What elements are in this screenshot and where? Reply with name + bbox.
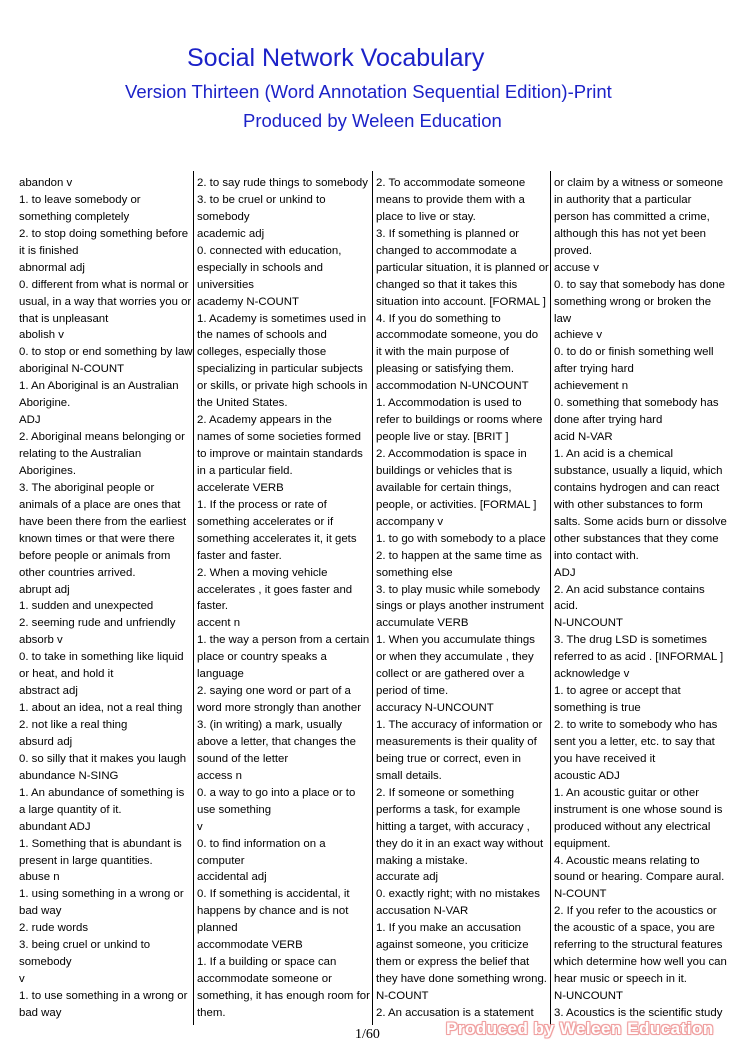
vocab-line: them or express the belief that bbox=[376, 956, 530, 969]
vocab-line: although this has not yet been bbox=[554, 227, 706, 240]
vocab-line: being true or correct, even in bbox=[376, 752, 521, 765]
vocab-line: somebody bbox=[197, 210, 250, 223]
vocab-line: sings or plays another instrument bbox=[376, 600, 544, 613]
vocab-line: especially in schools and bbox=[197, 261, 324, 274]
vocab-line: Aborigine. bbox=[19, 397, 71, 410]
vocab-line: it is finished bbox=[19, 244, 79, 257]
vocab-line: language bbox=[197, 668, 244, 681]
vocab-line: performs a task, for example bbox=[376, 803, 521, 816]
vocab-line: in a particular field. bbox=[197, 464, 293, 477]
vocab-line: known times or that were there bbox=[19, 532, 175, 545]
vocab-line: people, or activities. [FORMAL ] bbox=[376, 498, 537, 511]
vocab-line: sound or hearing. Compare aural. bbox=[554, 871, 725, 884]
vocab-line: relating to the Australian bbox=[19, 448, 142, 460]
vocab-column-4 bbox=[554, 175, 730, 1022]
vocab-line: in authority that a particular bbox=[554, 193, 692, 206]
vocab-line: they have done something wrong. bbox=[376, 973, 547, 986]
vocab-line: use something bbox=[197, 803, 272, 816]
vocab-line: 0. a way to go into a place or to bbox=[197, 786, 356, 799]
vocab-column-3 bbox=[376, 175, 552, 1022]
vocab-line: 0. to find information on a bbox=[197, 837, 326, 850]
vocab-line: collect or are gathered over a bbox=[376, 668, 525, 681]
vocab-line: faster. bbox=[197, 600, 229, 613]
vocab-line: 2. to happen at the same time as bbox=[376, 549, 542, 562]
vocab-line: that is unpleasant bbox=[19, 312, 109, 325]
vocab-line: which determine how well you can bbox=[554, 956, 727, 969]
vocab-line: academic adj bbox=[197, 227, 265, 240]
vocab-line: 0. different from what is normal or bbox=[19, 278, 189, 291]
vocab-line: 0. to stop or end something by law bbox=[19, 346, 193, 359]
vocab-line: buildings or vehicles that is bbox=[376, 464, 513, 477]
vocab-line: period of time. bbox=[376, 685, 449, 698]
vocab-line: accelerates , it goes faster and bbox=[197, 583, 353, 596]
vocab-line: 2. to write to somebody who has bbox=[554, 719, 718, 731]
vocab-line: abundance N-SING bbox=[19, 769, 119, 782]
vocab-line: ADJ bbox=[554, 566, 576, 579]
vocab-line: 1. using something in a wrong or bbox=[19, 888, 184, 901]
vocab-line: against someone, you criticize bbox=[376, 939, 529, 952]
vocab-line: people live or stay. [BRIT ] bbox=[376, 431, 509, 444]
vocab-line: accommodate someone or bbox=[197, 973, 332, 986]
vocab-line: accommodate someone, you do bbox=[376, 329, 539, 342]
vocab-line: acoustic ADJ bbox=[554, 769, 620, 782]
vocab-line: word more strongly than another bbox=[197, 702, 361, 715]
vocab-line: measurements is their quality of bbox=[376, 735, 537, 748]
vocab-line: accuse v bbox=[554, 261, 599, 274]
vocab-line: 1. If the process or rate of bbox=[197, 498, 327, 511]
vocab-line: 1. to leave somebody or bbox=[19, 193, 141, 206]
vocab-line: 1. The accuracy of information or bbox=[376, 719, 543, 731]
vocab-line: accumulate VERB bbox=[376, 617, 469, 630]
vocab-line: accuracy N-UNCOUNT bbox=[376, 702, 494, 715]
vocab-line: salts. Some acids burn or dissolve bbox=[554, 515, 727, 528]
vocab-line: person has committed a crime, bbox=[554, 210, 710, 223]
vocab-line: achieve v bbox=[554, 329, 603, 342]
vocab-line: 3. If something is planned or bbox=[376, 227, 520, 240]
vocab-line: abolish v bbox=[19, 329, 64, 342]
vocab-line: 2. An accusation is a statement bbox=[376, 1006, 534, 1019]
vocab-column-1 bbox=[19, 175, 195, 1022]
vocab-line: law bbox=[554, 312, 572, 325]
vocab-line: 1. An Aboriginal is an Australian bbox=[19, 380, 179, 393]
vocab-line: equipment. bbox=[554, 837, 611, 850]
vocab-line: 3. being cruel or unkind to bbox=[19, 939, 151, 952]
vocab-line: 2. If you refer to the acoustics or bbox=[554, 905, 717, 918]
vocab-line: into contact with. bbox=[554, 549, 639, 562]
vocab-line: 3. (in writing) a mark, usually bbox=[197, 719, 342, 731]
vocab-line: 1. to use something in a wrong or bbox=[19, 990, 188, 1002]
vocab-line: 0. exactly right; with no mistakes bbox=[376, 888, 540, 901]
document-title: Social Network Vocabulary bbox=[187, 44, 485, 72]
vocab-line: 1. When you accumulate things bbox=[376, 634, 535, 647]
vocab-line: absorb v bbox=[19, 634, 63, 647]
vocab-line: 2. saying one word or part of a bbox=[197, 685, 351, 698]
vocab-line: 2. to say rude things to somebody bbox=[197, 177, 368, 189]
vocab-line: they do it in an exact way without bbox=[376, 837, 544, 850]
document-subtitle: Version Thirteen (Word Annotation Sequential Edition)-Print bbox=[125, 81, 612, 102]
vocab-line: or when they accumulate , they bbox=[376, 651, 534, 664]
vocab-line: 2. not like a real thing bbox=[19, 719, 128, 731]
vocab-line: 1. If a building or space can bbox=[197, 956, 337, 969]
vocab-line: 0. to say that somebody has done bbox=[554, 278, 725, 291]
vocab-line: 2. Aboriginal means belonging or bbox=[19, 431, 185, 444]
vocab-line: or claim by a witness or someone bbox=[554, 177, 724, 189]
vocab-line: 1. to agree or accept that bbox=[554, 685, 681, 698]
vocab-line: you have received it bbox=[554, 752, 656, 765]
vocab-line: 2. An acid substance contains bbox=[554, 583, 705, 596]
vocab-line: universities bbox=[197, 278, 254, 291]
vocab-line: 2. When a moving vehicle bbox=[197, 566, 328, 579]
vocab-line: 1. Accommodation is used to bbox=[376, 397, 522, 410]
vocab-line: N-UNCOUNT bbox=[554, 617, 623, 630]
vocab-line: have been there from the earliest bbox=[19, 515, 187, 528]
vocab-line: abundant ADJ bbox=[19, 820, 91, 833]
vocab-line: accent n bbox=[197, 617, 241, 630]
vocab-line: hitting a target, with accuracy , bbox=[376, 820, 530, 833]
vocab-line: aboriginal N-COUNT bbox=[19, 363, 125, 376]
vocab-line: something is true bbox=[554, 702, 641, 715]
vocab-line: something completely bbox=[19, 210, 130, 223]
vocab-line: 4. If you do something to bbox=[376, 312, 501, 325]
vocab-line: 3. to be cruel or unkind to bbox=[197, 193, 326, 206]
vocab-line: accidental adj bbox=[197, 871, 267, 884]
vocab-line: bad way bbox=[19, 1006, 62, 1019]
vocab-line: N-UNCOUNT bbox=[554, 990, 623, 1002]
vocab-line: 0. something that somebody has bbox=[554, 397, 719, 410]
vocab-line: sent you a letter, etc. to say that bbox=[554, 735, 715, 748]
vocab-line: 2. If someone or something bbox=[376, 786, 515, 799]
vocab-line: substance, usually a liquid, which bbox=[554, 464, 723, 477]
vocab-line: referring to the structural features bbox=[554, 939, 723, 952]
vocab-line: planned bbox=[197, 922, 238, 935]
vocab-line: with other substances to form bbox=[554, 498, 703, 511]
vocab-line: 1. If you make an accusation bbox=[376, 922, 521, 935]
vocab-line: abrupt adj bbox=[19, 583, 70, 596]
vocab-line: happens by chance and is not bbox=[197, 905, 349, 918]
vocab-line: 4. Acoustic means relating to bbox=[554, 854, 700, 867]
vocab-line: achievement n bbox=[554, 380, 629, 393]
vocab-line: after trying hard bbox=[554, 363, 634, 376]
vocab-line: it with the main purpose of bbox=[376, 346, 509, 359]
vocab-line: access n bbox=[197, 769, 242, 782]
vocab-line: 3. The aboriginal people or bbox=[19, 481, 155, 494]
vocab-line: something, it has enough room for bbox=[197, 990, 370, 1002]
vocab-line: ADJ bbox=[19, 414, 41, 427]
vocab-line: usual, in a way that worries you or bbox=[19, 295, 192, 308]
vocab-line: something else bbox=[376, 566, 453, 579]
vocab-line: 1. An acid is a chemical bbox=[554, 448, 674, 460]
vocab-line: 2. to stop doing something before bbox=[19, 227, 189, 240]
vocab-line: place or country speaks a bbox=[197, 651, 327, 664]
vocab-line: 0. so silly that it makes you laugh bbox=[19, 752, 187, 765]
vocab-line: 1. An abundance of something is bbox=[19, 786, 185, 799]
vocab-line: before people or animals from bbox=[19, 549, 171, 562]
vocab-line: 1. An acoustic guitar or other bbox=[554, 786, 699, 799]
vocab-line: changed to accommodate a bbox=[376, 244, 517, 257]
vocab-line: accommodation N-UNCOUNT bbox=[376, 380, 529, 393]
vocab-line: abuse n bbox=[19, 871, 60, 884]
vocab-line: instrument is one whose sound is bbox=[554, 803, 723, 816]
vocab-line: available for certain things, bbox=[376, 481, 512, 494]
vocab-line: making a mistake. bbox=[376, 854, 468, 867]
vocab-line: academy N-COUNT bbox=[197, 295, 299, 308]
vocab-line: v bbox=[19, 973, 25, 986]
vocab-line: names of some societies formed bbox=[197, 431, 361, 444]
vocab-line: done after trying hard bbox=[554, 414, 663, 427]
vocab-line: changed so that it takes this bbox=[376, 278, 518, 291]
vocab-line: 2. rude words bbox=[19, 922, 89, 935]
vocab-line: somebody bbox=[19, 956, 72, 969]
vocab-line: a large quantity of it. bbox=[19, 803, 122, 816]
vocab-line: sound of the letter bbox=[197, 752, 289, 765]
vocab-line: 1. sudden and unexpected bbox=[19, 600, 154, 613]
watermark-logo: Produced by Weleen Education bbox=[446, 1019, 714, 1038]
vocab-line: produced without any electrical bbox=[554, 820, 711, 833]
vocab-line: 0. to take in something like liquid bbox=[19, 651, 184, 664]
vocab-line: 3. to play music while somebody bbox=[376, 583, 540, 596]
vocab-line: 1. to go with somebody to a place bbox=[376, 532, 546, 545]
vocab-line: 2. seeming rude and unfriendly bbox=[19, 617, 176, 630]
vocab-line: 0. If something is accidental, it bbox=[197, 888, 350, 901]
vocab-line: 0. to do or finish something well bbox=[554, 346, 714, 359]
vocab-line: referred to as acid . [INFORMAL ] bbox=[554, 651, 724, 664]
vocab-line: specializing in particular subjects bbox=[197, 363, 363, 376]
vocab-line: acid. bbox=[554, 600, 579, 613]
vocab-line: accurate adj bbox=[376, 871, 439, 884]
vocab-line: the acoustic of a space, you are bbox=[554, 922, 715, 935]
vocab-line: 1. about an idea, not a real thing bbox=[19, 702, 183, 715]
vocab-line: N-COUNT bbox=[554, 888, 607, 901]
vocab-line: abstract adj bbox=[19, 685, 78, 698]
vocab-line: accelerate VERB bbox=[197, 481, 284, 494]
vocab-line: or skills, or private high schools in bbox=[197, 380, 368, 393]
vocab-line: hear music or speech in it. bbox=[554, 973, 687, 986]
vocab-line: computer bbox=[197, 854, 245, 867]
vocab-line: bad way bbox=[19, 905, 62, 918]
vocab-line: 1. the way a person from a certain bbox=[197, 634, 370, 647]
vocab-line: the names of schools and bbox=[197, 329, 327, 342]
vocab-line: or heat, and hold it bbox=[19, 668, 114, 681]
vocab-line: the United States. bbox=[197, 397, 288, 410]
vocab-line: 3. Acoustics is the scientific study bbox=[554, 1006, 723, 1019]
vocab-line: accompany v bbox=[376, 515, 444, 528]
vocab-line: 2. Accommodation is space in bbox=[376, 448, 527, 460]
vocab-line: v bbox=[197, 820, 203, 833]
vocab-line: acknowledge v bbox=[554, 668, 630, 681]
vocab-line: to improve or maintain standards bbox=[197, 448, 363, 460]
vocab-line: other countries arrived. bbox=[19, 566, 136, 579]
vocab-line: 2. Academy appears in the bbox=[197, 414, 332, 427]
vocab-line: something wrong or broken the bbox=[554, 295, 712, 308]
vocab-line: small details. bbox=[376, 769, 442, 782]
vocab-line: N-COUNT bbox=[376, 990, 429, 1002]
vocab-line: above a letter, that changes the bbox=[197, 735, 356, 748]
vocab-line: Aborigines. bbox=[19, 464, 76, 477]
vocab-line: pleasing or satisfying them. bbox=[376, 363, 515, 376]
vocab-line: something accelerates or if bbox=[197, 515, 334, 528]
vocab-line: 3. The drug LSD is sometimes bbox=[554, 634, 707, 647]
vocab-line: accusation N-VAR bbox=[376, 905, 469, 918]
vocab-line: refer to buildings or rooms where bbox=[376, 414, 543, 427]
vocab-line: absurd adj bbox=[19, 735, 73, 748]
vocab-line: 0. connected with education, bbox=[197, 244, 342, 257]
vocab-line: means to provide them with a bbox=[376, 193, 525, 206]
vocab-line: particular situation, it is planned or bbox=[376, 261, 549, 274]
vocab-line: proved. bbox=[554, 244, 592, 257]
vocab-line: 2. To accommodate someone bbox=[376, 177, 526, 189]
vocab-line: place to live or stay. bbox=[376, 210, 476, 223]
vocab-line: something accelerates it, it gets bbox=[197, 532, 357, 545]
document-producer: Produced by Weleen Education bbox=[243, 110, 502, 131]
vocab-line: colleges, especially those bbox=[197, 346, 327, 359]
vocab-line: contains hydrogen and can react bbox=[554, 481, 720, 494]
vocab-line: abnormal adj bbox=[19, 261, 85, 274]
vocab-line: them. bbox=[197, 1006, 226, 1019]
page-number: 1/60 bbox=[355, 1027, 380, 1042]
vocab-line: present in large quantities. bbox=[19, 854, 153, 867]
vocab-line: other substances that they come bbox=[554, 532, 719, 545]
vocab-column-2 bbox=[197, 175, 373, 1022]
vocab-line: animals of a place are ones that bbox=[19, 498, 181, 511]
vocab-line: abandon v bbox=[19, 177, 73, 189]
vocab-line: 1. Something that is abundant is bbox=[19, 837, 182, 850]
vocab-line: 1. Academy is sometimes used in bbox=[197, 312, 367, 325]
vocab-line: acid N-VAR bbox=[554, 431, 613, 444]
vocab-line: situation into account. [FORMAL ] bbox=[376, 295, 546, 308]
vocab-line: accommodate VERB bbox=[197, 939, 303, 952]
vocab-line: faster and faster. bbox=[197, 549, 282, 562]
